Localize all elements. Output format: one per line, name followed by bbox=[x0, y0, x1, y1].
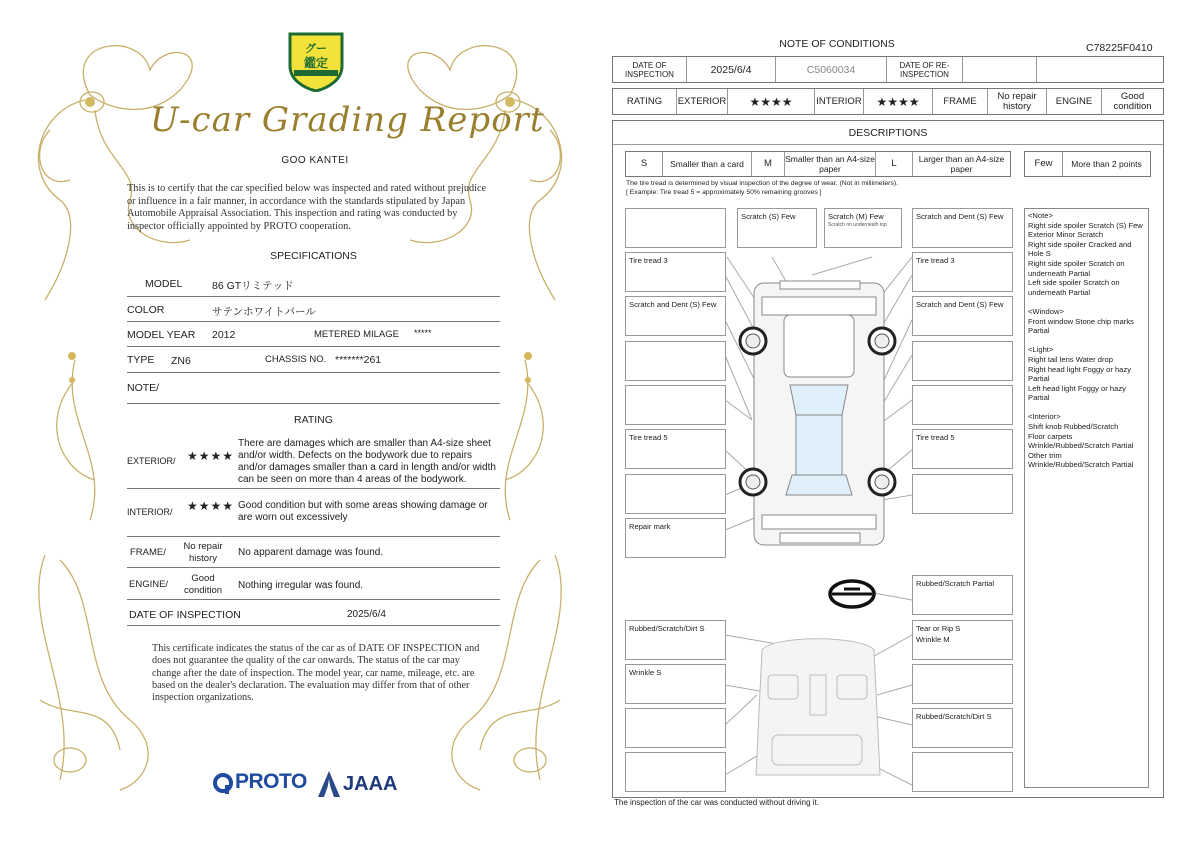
note-line: Right tail lens Water drop bbox=[1028, 354, 1113, 364]
note-line: Other trim Wrinkle/Rubbed/Scratch Partial bbox=[1028, 450, 1134, 470]
proto-logo bbox=[213, 773, 233, 795]
color-label: COLOR bbox=[127, 304, 165, 316]
desc-box-scratch-m bbox=[824, 208, 902, 248]
size-legend bbox=[625, 151, 1011, 177]
note-spacer bbox=[1028, 336, 1145, 346]
badge-top-text: グー bbox=[305, 43, 327, 55]
note-line: Exterior Minor Scratch bbox=[1028, 230, 1104, 240]
note-line: <Window> bbox=[1028, 306, 1064, 316]
desc-box-int-left-mid bbox=[625, 664, 726, 704]
spec-row-color bbox=[127, 296, 500, 322]
note-spacer bbox=[1028, 297, 1145, 307]
legend-few-text: More than 2 points bbox=[1071, 159, 1142, 169]
desc-scratch-dent-rt: Scratch and Dent (S) Few bbox=[916, 212, 1004, 221]
interior-label: INTERIOR/ bbox=[127, 507, 173, 517]
descriptions-heading: DESCRIPTIONS bbox=[613, 121, 1163, 145]
notes-panel bbox=[1024, 208, 1149, 788]
spec-row-note bbox=[127, 372, 500, 404]
note-line: <Note> bbox=[1028, 211, 1053, 220]
desc-box-empty-r2 bbox=[912, 385, 1013, 425]
desc-scratch-dent-left: Scratch and Dent (S) Few bbox=[629, 300, 717, 309]
interior-text: Good condition but with some areas showing damage or are worn out excessively bbox=[238, 500, 488, 523]
desc-box-empty-r1 bbox=[912, 341, 1013, 381]
tire-tread-note bbox=[626, 180, 898, 197]
note-line: Left side spoiler Scratch on underneath Partial bbox=[1028, 278, 1120, 297]
desc-box-left-side bbox=[625, 296, 726, 336]
conditions-row-rating bbox=[612, 88, 1164, 115]
certificate-subtitle: GOO KANTEI bbox=[281, 155, 349, 166]
note-line: Right side spoiler Scratch on underneath Partial bbox=[1028, 258, 1125, 278]
frame-label-nc: FRAME bbox=[933, 89, 988, 114]
certificate-footer: This certificate indicates the status of the car as of DATE OF INSPECTION and does not guarantee the quality of the car onwards. The status of the car may change after the date of inspection. The model year, car name, mileage, etc. are based on the dealer's declaration. The evaluation may differ from that of other inspection organizations. bbox=[152, 643, 480, 704]
spec-row-type bbox=[127, 346, 500, 373]
jaaa-logo bbox=[318, 771, 340, 802]
interior-stars-nc: ★★★★ bbox=[864, 89, 933, 114]
proto-logo-icon bbox=[213, 773, 233, 795]
note-line: Front window Stone chip marks Partial bbox=[1028, 316, 1134, 336]
legend-s: S bbox=[626, 152, 663, 176]
note-spacer bbox=[1028, 403, 1145, 413]
steering-wheel-icon bbox=[830, 581, 874, 607]
desc-int-left-top: Rubbed/Scratch/Dirt S bbox=[629, 624, 705, 633]
desc-scratch-m: Scratch (M) Few bbox=[828, 212, 884, 221]
reinspection-label: DATE OF RE-INSPECTION bbox=[887, 57, 963, 82]
reinspection-value bbox=[963, 57, 1037, 82]
color-value: サテンホワイトパール bbox=[212, 306, 316, 318]
desc-int-right-low: Rubbed/Scratch/Dirt S bbox=[916, 712, 992, 721]
note-line: Shift knob Rubbed/Scratch bbox=[1028, 422, 1119, 432]
type-value: ZN6 bbox=[171, 355, 191, 367]
interior-label-nc: INTERIOR bbox=[815, 89, 864, 114]
model-value: 86 GTリミテッド bbox=[212, 280, 294, 292]
note-line: Right side spoiler Scratch (S) Few bbox=[1028, 220, 1143, 230]
legend-m: M bbox=[752, 152, 785, 176]
desc-box-front-right bbox=[912, 208, 1013, 248]
note-line: <Interior> bbox=[1028, 412, 1061, 422]
desc-repair-mark: Repair mark bbox=[629, 522, 671, 531]
desc-int-left-mid: Wrinkle S bbox=[629, 668, 662, 677]
exterior-stars-nc: ★★★★ bbox=[728, 89, 815, 114]
specifications-heading: SPECIFICATIONS bbox=[270, 250, 357, 262]
chassis-label: CHASSIS NO. bbox=[265, 354, 327, 365]
desc-box-int-left-low bbox=[625, 708, 726, 748]
jaaa-logo-icon bbox=[318, 771, 340, 797]
date-of-inspection-value: 2025/6/4 bbox=[687, 57, 776, 82]
note-line: Right side spoiler Cracked and Hole S bbox=[1028, 239, 1132, 259]
rating-row-interior bbox=[127, 488, 500, 537]
desc-box-steering bbox=[912, 575, 1013, 615]
exterior-label-nc: EXTERIOR bbox=[677, 89, 728, 114]
few-legend bbox=[1024, 151, 1151, 177]
desc-box-tire-lf bbox=[625, 252, 726, 292]
frame-value-nc: No repair history bbox=[988, 89, 1047, 114]
inspection-id: C5060034 bbox=[776, 57, 887, 82]
desc-box-right-side bbox=[912, 296, 1013, 336]
milage-label: METERED MILAGE bbox=[314, 329, 399, 340]
desc-box-front-left bbox=[625, 208, 726, 248]
spec-row-model bbox=[127, 270, 500, 297]
desc-box-scratch-s bbox=[737, 208, 817, 248]
desc-box-repair bbox=[625, 518, 726, 558]
desc-int-right-top-1: Tear or Rip S bbox=[916, 624, 961, 633]
desc-box-int-left-top bbox=[625, 620, 726, 660]
desc-box-int-right-low bbox=[912, 708, 1013, 748]
desc-box-empty-r3 bbox=[912, 474, 1013, 514]
engine-label: ENGINE/ bbox=[129, 579, 169, 590]
rating-label: RATING bbox=[613, 89, 677, 114]
rating-row-engine bbox=[127, 567, 500, 600]
spec-row-year bbox=[127, 321, 500, 347]
model-year-value: 2012 bbox=[212, 329, 236, 341]
desc-box-tire-rf bbox=[912, 252, 1013, 292]
inspection-bottom-note: The inspection of the car was conducted without driving it. bbox=[614, 798, 819, 807]
desc-box-int-right-mid bbox=[912, 664, 1013, 704]
legend-l: L bbox=[876, 152, 913, 176]
desc-box-int-right-top bbox=[912, 620, 1013, 660]
rating-row-frame bbox=[127, 536, 500, 568]
desc-steering: Rubbed/Scratch Partial bbox=[916, 579, 995, 588]
proto-logo-text: PROTO bbox=[235, 770, 307, 793]
goo-kantei-badge bbox=[288, 30, 344, 92]
tire-note-line-1: The tire tread is determined by visual inspection of the degree of wear. (Not in millimeters). bbox=[626, 180, 898, 187]
desc-box-empty-l2 bbox=[625, 385, 726, 425]
badge-main-text: 鑑定 bbox=[303, 56, 328, 70]
engine-label-nc: ENGINE bbox=[1047, 89, 1102, 114]
legend-l-text: Larger than an A4-size paper bbox=[918, 154, 1005, 174]
frame-text: No apparent damage was found. bbox=[238, 547, 384, 558]
certificate-title: U-car Grading Report bbox=[150, 100, 545, 140]
desc-tire-rf: Tire tread 3 bbox=[916, 256, 955, 265]
desc-tire-rr: Tire tread 5 bbox=[916, 433, 955, 442]
engine-text: Nothing irregular was found. bbox=[238, 580, 364, 591]
desc-scratch-dent-right: Scratch and Dent (S) Few bbox=[916, 300, 1004, 309]
model-label: MODEL bbox=[145, 278, 183, 290]
reinspection-extra bbox=[1037, 57, 1163, 82]
desc-box-tire-rr bbox=[912, 429, 1013, 469]
desc-tire-lf: Tire tread 3 bbox=[629, 256, 668, 265]
model-year-label: MODEL YEAR bbox=[127, 329, 196, 341]
conditions-row-dates bbox=[612, 56, 1164, 83]
desc-box-int-right-bottom bbox=[912, 752, 1013, 792]
desc-scratch-m-sub: Scratch on underneath top bbox=[828, 222, 887, 228]
engine-value: Good condition bbox=[183, 573, 223, 596]
desc-scratch-s: Scratch (S) Few bbox=[741, 212, 796, 221]
engine-value-nc: Good condition bbox=[1113, 90, 1152, 112]
desc-box-int-left-bottom bbox=[625, 752, 726, 792]
date-value: 2025/6/4 bbox=[347, 609, 386, 620]
car-interior-view bbox=[756, 639, 880, 775]
car-top-view bbox=[740, 281, 895, 545]
note-label: NOTE/ bbox=[127, 382, 160, 394]
exterior-stars: ★★★★ bbox=[187, 449, 235, 463]
frame-label: FRAME/ bbox=[130, 547, 166, 558]
exterior-text: There are damages which are smaller than A4-size sheet and/or width. Defects on the bodywork due to repairs and/or damages smaller than a card in length and/or width can be seen on more than 4 areas of the bodywork. bbox=[238, 438, 496, 485]
certificate-intro: This is to certify that the car specified below was inspected and rated without prejudice or influence in a fair manner, in accordance with the standards stipulated by Japan Automobile Appraisal Association. This inspection and rating was conducted by inspector officially appointed by PROTO cooperation. bbox=[127, 183, 487, 232]
tire-note-line-2: [ Example: Tire tread 5 = approximately 50% remaining grooves ] bbox=[626, 188, 822, 196]
jaaa-logo-text: JAAA bbox=[343, 773, 398, 795]
type-label: TYPE bbox=[127, 354, 155, 366]
desc-box-empty-l3 bbox=[625, 474, 726, 514]
chassis-value: *******261 bbox=[335, 354, 382, 366]
note-line: Left head light Foggy or hazy Partial bbox=[1028, 383, 1126, 403]
rating-heading: RATING bbox=[294, 414, 333, 426]
conditions-title: NOTE OF CONDITIONS bbox=[779, 38, 895, 50]
rating-row-date bbox=[127, 599, 500, 626]
rating-row-exterior bbox=[127, 434, 500, 489]
conditions-code: C78225F0410 bbox=[1086, 42, 1153, 54]
desc-int-right-top-2: Wrinkle M bbox=[916, 635, 950, 644]
exterior-label: EXTERIOR/ bbox=[127, 456, 176, 466]
frame-value: No repair history bbox=[183, 541, 223, 564]
legend-few: Few bbox=[1025, 152, 1063, 176]
date-label: DATE OF INSPECTION bbox=[129, 609, 241, 621]
milage-value: ***** bbox=[414, 328, 432, 338]
note-line: Floor carpets Wrinkle/Rubbed/Scratch Partial bbox=[1028, 431, 1134, 451]
legend-s-text: Smaller than a card bbox=[663, 152, 752, 176]
legend-m-text: Smaller than an A4-size paper bbox=[785, 154, 875, 174]
desc-tire-lr: Tire tread 5 bbox=[629, 433, 668, 442]
desc-box-empty-l1 bbox=[625, 341, 726, 381]
date-of-inspection-label: DATE OF INSPECTION bbox=[613, 57, 687, 82]
note-line: <Light> bbox=[1028, 345, 1054, 355]
desc-box-tire-lr bbox=[625, 429, 726, 469]
interior-stars: ★★★★ bbox=[187, 499, 235, 513]
note-line: Right head light Foggy or hazy Partial bbox=[1028, 364, 1131, 384]
